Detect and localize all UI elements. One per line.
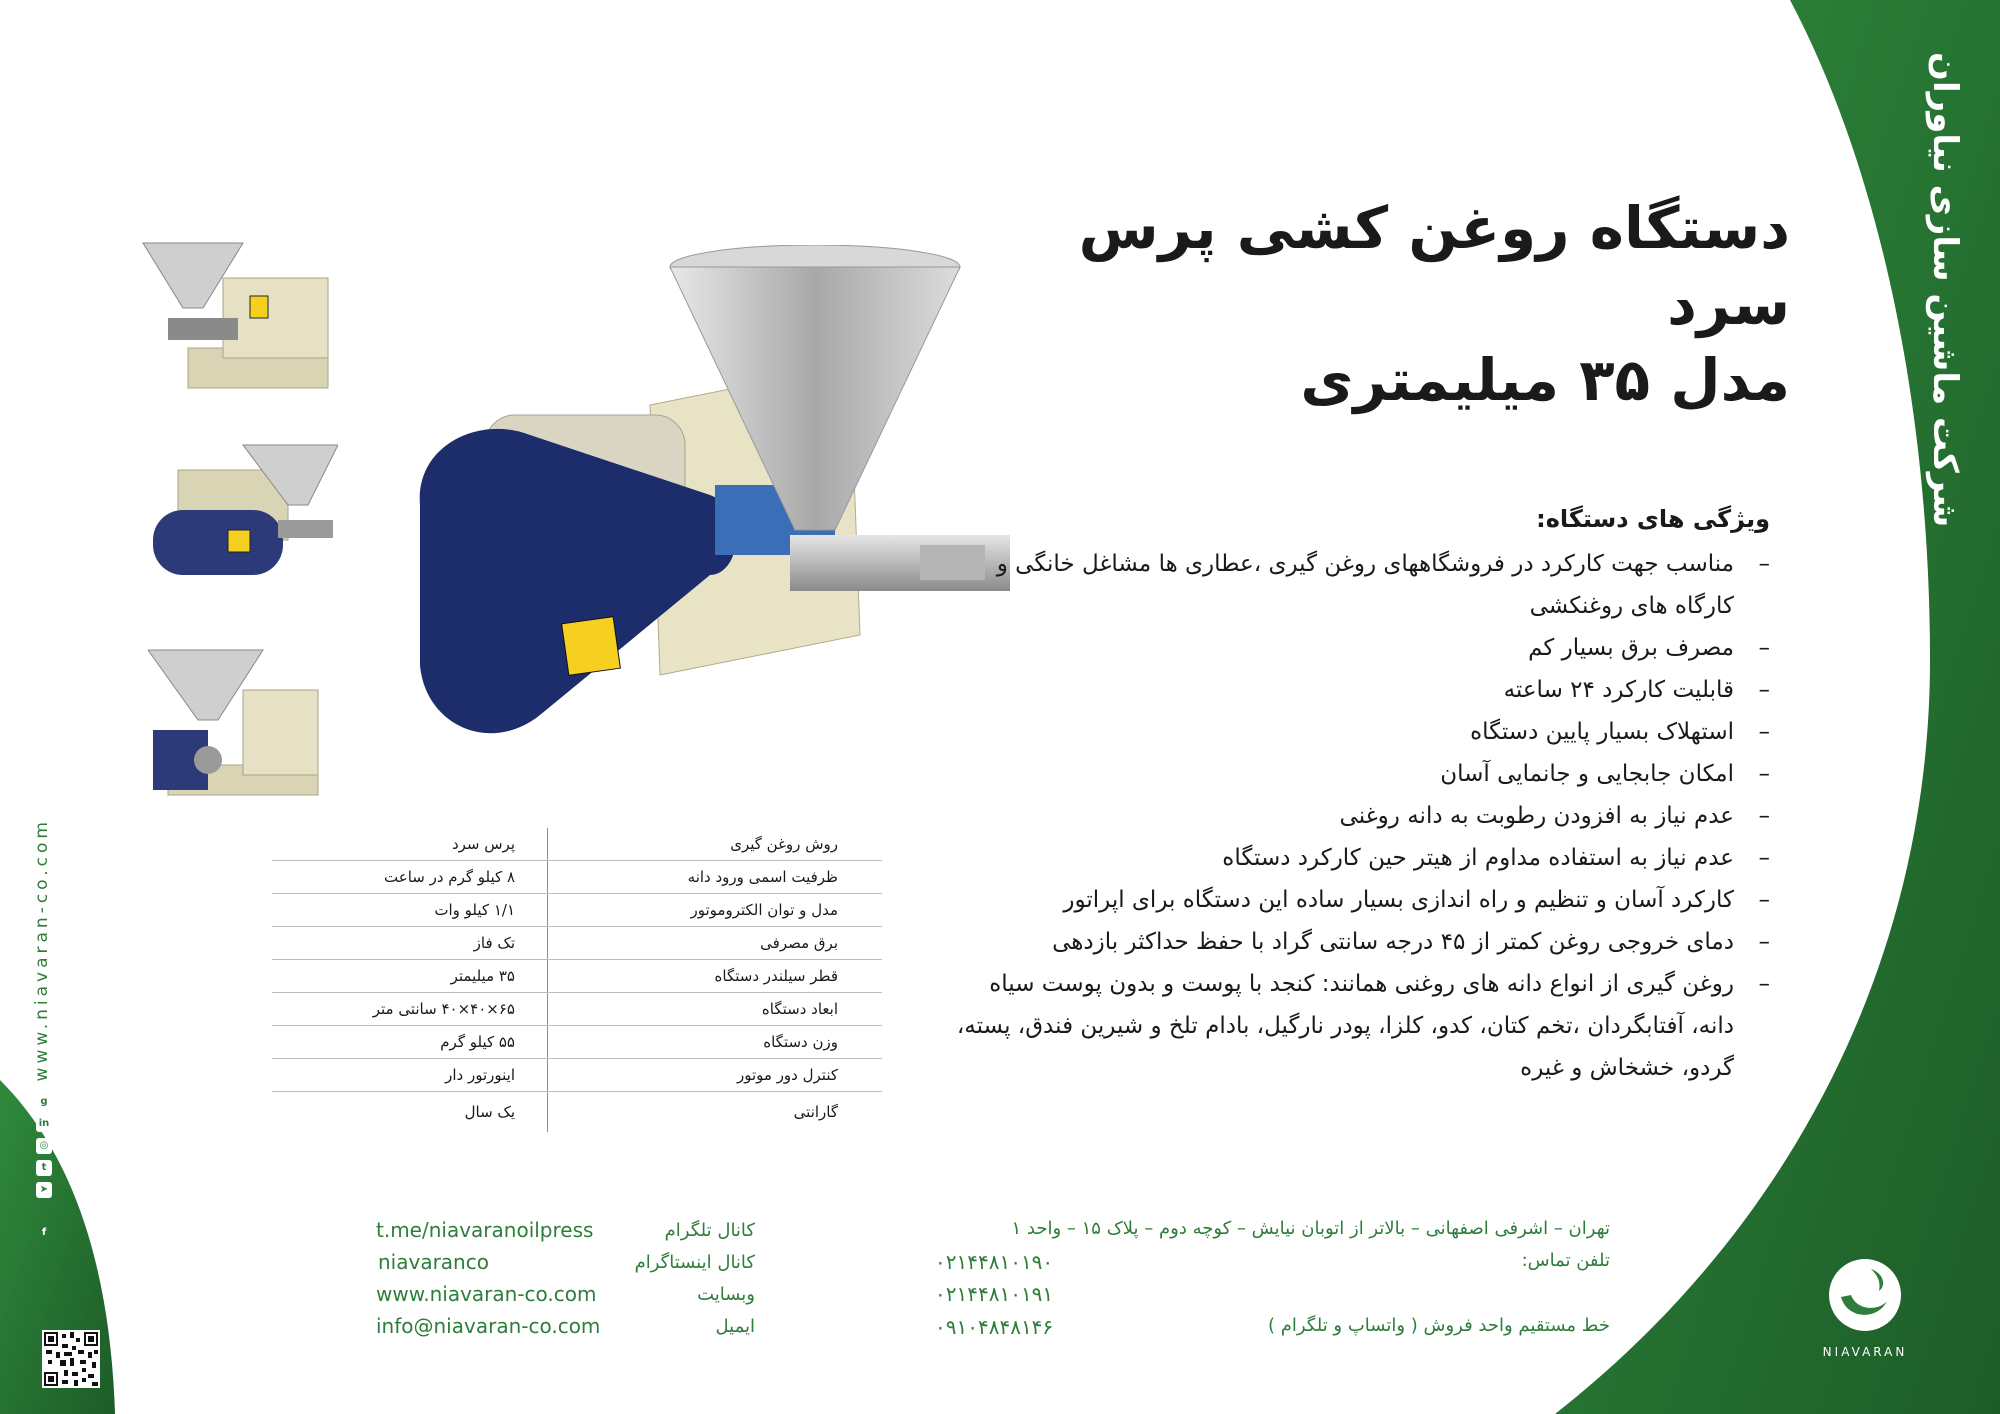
spec-value: ۶۵×۴۰×۴۰ سانتی متر: [272, 993, 548, 1026]
table-row: [272, 960, 882, 993]
title-line-2: مدل ۳۵ میلیمتری: [1300, 346, 1790, 414]
spec-label: مدل و توان الکتروموتور: [548, 894, 883, 927]
twitter-icon[interactable]: t: [36, 1160, 52, 1176]
page-title: [960, 190, 1790, 418]
direct-line-label: خط مستقیم واحد فروش ( واتساپ و تلگرام ): [1267, 1315, 1610, 1336]
feature-item: – روغن گیری از انواع دانه های روغنی همانند: کنجد با پوست و بدون پوست سیاه دانه، آفتابگردان ،تخم کتان، کدو، کلزا، پودر نارگیل، بادام تلخ و شیرین فندق، پسته، گردو، خشخاش و غیره: [956, 971, 1770, 1081]
website-label: وبسایت: [697, 1284, 755, 1305]
email-link[interactable]: info@niavaran-co.com: [376, 1314, 601, 1338]
title-line-1: دستگاه روغن کشی پرس سرد: [1078, 194, 1790, 338]
facebook-icon[interactable]: f: [41, 1227, 47, 1238]
table-row: [272, 894, 882, 927]
phone-1[interactable]: ۰۲۱۴۴۸۱۰۱۹۰: [935, 1250, 1054, 1274]
table-row: [272, 1092, 882, 1133]
instagram-icon[interactable]: ◎: [36, 1138, 52, 1154]
product-main-image: [410, 245, 1030, 745]
table-row: [272, 1026, 882, 1059]
company-name-vertical: شرکت ماشین سازی نیاوران: [1925, 52, 1965, 528]
spec-label: قطر سیلندر دستگاه: [548, 960, 883, 993]
spec-label: وزن دستگاه: [548, 1026, 883, 1059]
feature-item: – دمای خروجی روغن کمتر از ۴۵ درجه سانتی گراد با حفظ حداکثر بازدهی: [1052, 929, 1770, 955]
instagram-label: کانال اینستاگرام: [634, 1252, 755, 1273]
feature-item: – استهلاک بسیار پایین دستگاه: [1470, 719, 1770, 745]
feature-item: – عدم نیاز به استفاده مداوم از هیتر حین کارکرد دستگاه: [1222, 845, 1770, 871]
spec-label: ابعاد دستگاه: [548, 993, 883, 1026]
spec-value: ۱/۱ کیلو وات: [272, 894, 548, 927]
address: تهران – اشرفی اصفهانی – بالاتر از اتوبان نیایش – کوچه دوم – پلاک ۱۵ – واحد ۱: [1011, 1218, 1610, 1239]
niavaran-logo-icon: [1825, 1255, 1905, 1335]
product-thumbnail-2: [148, 440, 338, 595]
phone-3[interactable]: ۰۹۱۰۴۸۴۸۱۴۶: [935, 1315, 1054, 1339]
table-row: [272, 1059, 882, 1092]
product-thumbnail-3: [148, 645, 323, 805]
instagram-link[interactable]: niavaranco: [378, 1250, 489, 1274]
googleplus-icon[interactable]: g: [36, 1094, 52, 1110]
spec-label: ظرفیت اسمی ورود دانه: [548, 861, 883, 894]
linkedin-icon[interactable]: in: [36, 1116, 52, 1132]
telegram-label: کانال تلگرام: [664, 1220, 755, 1241]
spec-label: برق مصرفی: [548, 927, 883, 960]
table-row: [272, 861, 882, 894]
spec-value: ۳۵ میلیمتر: [272, 960, 548, 993]
table-row: [272, 828, 882, 861]
specs-table: [272, 828, 882, 1132]
spec-label: گارانتی: [793, 1103, 838, 1121]
spec-value: یک سال: [272, 1092, 548, 1133]
feature-item: – کارکرد آسان و تنظیم و راه اندازی بسیار ساده این دستگاه برای اپراتور: [1063, 887, 1770, 913]
features-heading: ویژگی های دستگاه:: [1536, 505, 1770, 533]
feature-item: – مناسب جهت کارکرد در فروشگاههای روغن گیری ،عطاری ها مشاغل خانگی و کارگاه های روغنکشی: [996, 551, 1770, 619]
spec-label: کنترل دور موتور: [548, 1059, 883, 1092]
table-row: [272, 927, 882, 960]
feature-item: – قابلیت کارکرد ۲۴ ساعته: [1503, 677, 1770, 703]
feature-item: – امکان جابجایی و جانمایی آسان: [1440, 761, 1770, 787]
telegram-icon[interactable]: ➤: [36, 1182, 52, 1198]
telegram-link[interactable]: t.me/niavaranoilpress: [376, 1218, 594, 1242]
spec-label: روش روغن گیری: [548, 828, 883, 861]
website-link[interactable]: www.niavaran-co.com: [376, 1282, 597, 1306]
spec-value: پرس سرد: [272, 828, 548, 861]
phone-label: تلفن تماس:: [1521, 1250, 1610, 1271]
features-list: [940, 543, 1770, 1089]
spec-value: ۵۵ کیلو گرم: [272, 1026, 548, 1059]
email-label: ایمیل: [715, 1316, 755, 1337]
qr-code: [42, 1330, 100, 1388]
spec-value: تک فاز: [272, 927, 548, 960]
table-row: [272, 993, 882, 1026]
product-thumbnail-1: [138, 238, 338, 403]
website-vertical: www.niavaran-co.com: [32, 818, 52, 1082]
feature-item: – مصرف برق بسیار کم: [1528, 635, 1770, 661]
feature-item: – عدم نیاز به افزودن رطوبت به دانه روغنی: [1339, 803, 1770, 829]
spec-value: ۸ کیلو گرم در ساعت: [272, 861, 548, 894]
phone-2[interactable]: ۰۲۱۴۴۸۱۰۱۹۱: [935, 1282, 1054, 1306]
spec-value: اینورتور دار: [272, 1059, 548, 1092]
logo-text: NIAVARAN: [1822, 1345, 1908, 1359]
